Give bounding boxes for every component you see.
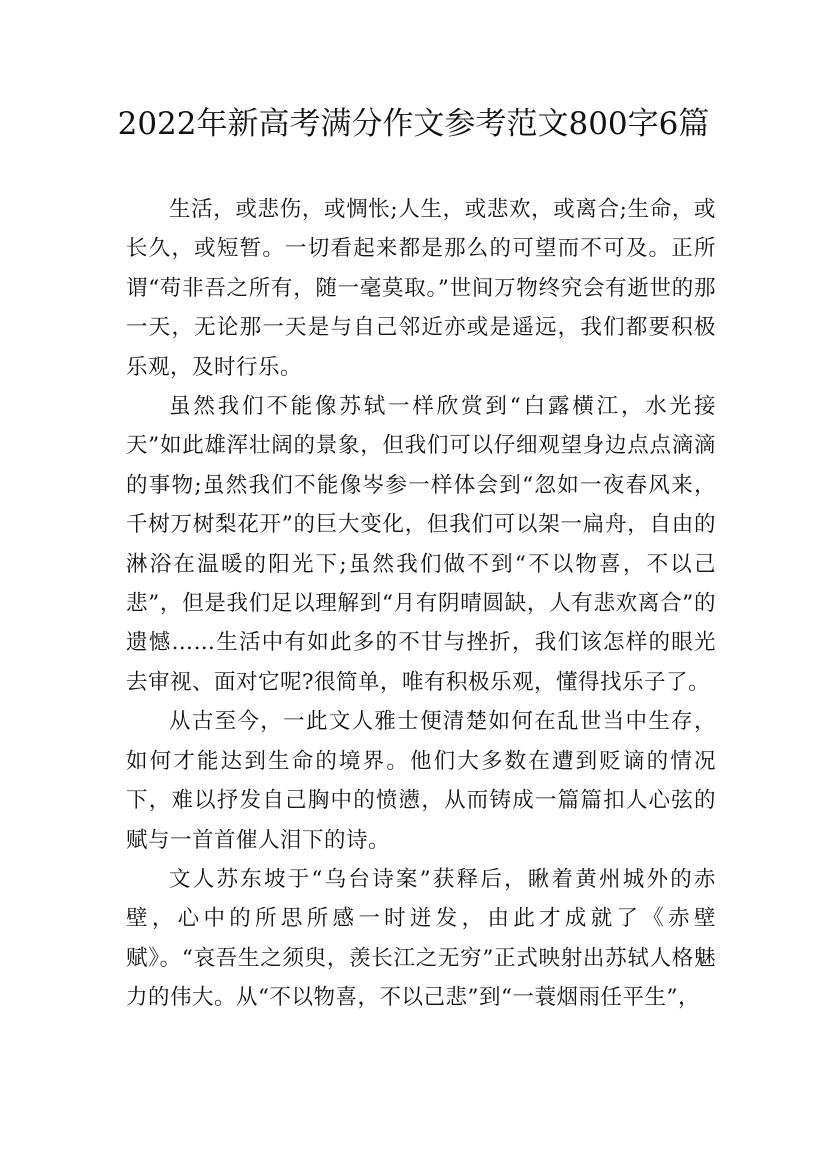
paragraph-1: 生活，或悲伤，或惆怅;人生，或悲欢，或离合;生命，或长久，或短暂。一切看起来都是那么的可望而不可及。正所谓“苟非吾之所有，随一毫莫取。”世间万物终究会有逝世的那一天，无论那一天是与自己邻近亦或是遥远，我们都要积极乐观，及时行乐。 [126, 197, 716, 380]
paragraph-2: 虽然我们不能像苏轼一样欣赏到“白露横江，水光接天”如此雄浑壮阔的景象，但我们可以仔细观望身边点点滴滴的事物;虽然我们不能像岑参一样体会到“忽如一夜春风来，千树万树梨花开”的巨大变化，但我们可以架一扁舟，自由的淋浴在温暖的阳光下;虽然我们做不到“不以物喜，不以己悲”，但是我们足以理解到“月有阴晴圆缺，人有悲欢离合”的遗憾……生活中有如此多的不甘与挫折，我们该怎样的眼光去审视、面对它呢?很简单，唯有积极乐观，懂得找乐子了。 [126, 394, 716, 695]
document-body [126, 190, 716, 1018]
document-title: 2022年新高考满分作文参考范文800字6篇 [117, 106, 710, 142]
paragraph-4: 文人苏东坡于“乌台诗案”获释后，瞅着黄州城外的赤壁，心中的所思所感一时迸发，由此才成就了《赤壁赋》。“哀吾生之须臾，羡长江之无穷”正式映射出苏轼人格魅力的伟大。从“不以物喜，不以己悲”到“一蓑烟雨任平生”， [126, 866, 716, 1011]
paragraph-3: 从古至今，一此文人雅士便清楚如何在乱世当中生存，如何才能达到生命的境界。他们大多数在遭到贬谪的情况下，难以抒发自己胸中的愤懑，从而铸成一篇篇扣人心弦的赋与一首首催人泪下的诗。 [126, 709, 716, 853]
